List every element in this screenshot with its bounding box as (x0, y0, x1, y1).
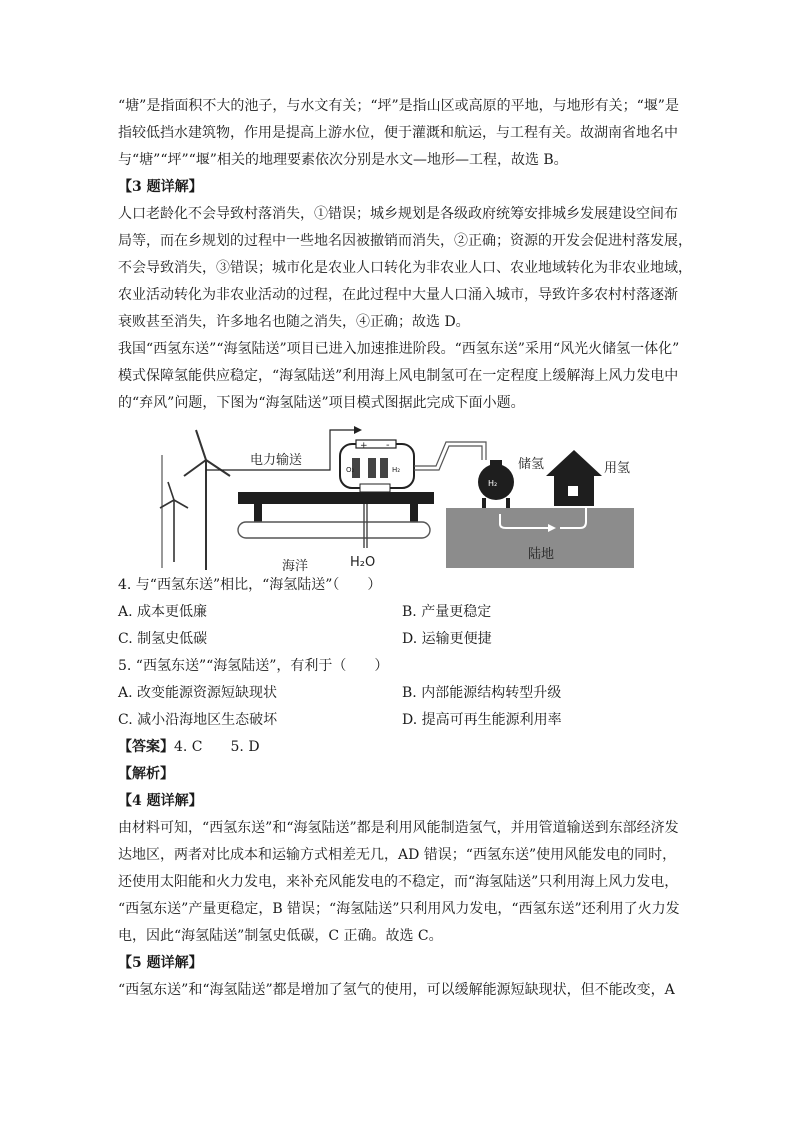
tank-label: H₂ (488, 479, 498, 488)
text-line: 还使用太阳能和火力发电，来补充风能发电的不稳定，而“海氢陆送”只利用海上风力发电， (118, 874, 679, 890)
text-line: 模式保障氢能供应稳定，“海氢陆送”利用海上风电制氢可在一定程度上缓解海上风力发电中 (118, 368, 679, 384)
text-line: 农业活动转化为非农业活动的过程，在此过程中大量人口涌入城市，导致许多农村村落逐渐 (118, 287, 678, 303)
text-line: 我国“西氢东送”“海氢陆送”项目已进入加速推进阶段。“西氢东送”采用“风光火储氢一体化” (118, 341, 680, 357)
turbine-blade (168, 482, 174, 500)
platform-leg (410, 504, 418, 522)
q5-option-a[interactable]: A. 改变能源资源短缺现状 (118, 685, 278, 701)
label-ocean: 海洋 (282, 559, 309, 572)
q5-stem: 5. “西氢东送”“海氢陆送”，有利于（ ） (118, 658, 389, 674)
text-line: “西氢东送”产量更稳定，B 错误；“海氢陆送”只利用风力发电，“西氢东送”还利用了火力发 (118, 901, 680, 917)
text-line: “塘”是指面积不大的池子，与水文有关；“坪”是指山区或高原的平地，与地形有关；“堰”是 (118, 98, 679, 114)
text-line: 人口老龄化不会导致村落消失，①错误；城乡规划是各级政府统筹安排城乡发展建设空间布 (118, 206, 678, 222)
q4-stem: 4. 与“西氢东送”相比，“海氢陆送”（ ） (118, 577, 382, 593)
minus-sign: - (386, 440, 390, 451)
text-line: “西氢东送”和“海氢陆送”都是增加了氢气的使用，可以缓解能源短缺现状，但不能改变，A (118, 982, 675, 998)
label-storage: 储氢 (518, 457, 545, 472)
label-h2: H₂ (392, 466, 401, 474)
text-line: 与“塘”“坪”“堰”相关的地理要素依次分别是水文—地形—工程，故选 B。 (118, 152, 568, 168)
q5-option-c[interactable]: C. 减小沿海地区生态破坏 (118, 712, 278, 728)
label-use: 用氢 (604, 461, 631, 476)
q3-heading: 【3 题详解】 (118, 179, 203, 195)
label-o2: O₂ (346, 466, 355, 474)
q4-heading: 【4 题详解】 (118, 793, 203, 809)
platform-deck (238, 492, 434, 504)
pontoon (238, 522, 430, 538)
q5-option-d[interactable]: D. 提高可再生能源利用率 (402, 712, 562, 728)
q4-option-c[interactable]: C. 制氢史低碳 (118, 631, 208, 647)
q4-option-d[interactable]: D. 运输更便捷 (402, 631, 492, 647)
turbine-blade (184, 460, 206, 476)
turbine-blade (196, 430, 206, 460)
q4-option-b[interactable]: B. 产量更稳定 (402, 604, 492, 620)
q5-heading: 【5 题详解】 (118, 955, 203, 971)
q5-option-b[interactable]: B. 内部能源结构转型升级 (402, 685, 562, 701)
house-roof (546, 450, 602, 476)
answer-line (118, 737, 260, 757)
q4-option-a[interactable]: A. 成本更低廉 (118, 604, 208, 620)
analysis-heading: 【解析】 (118, 766, 174, 782)
tank-leg (482, 498, 486, 508)
electrode (380, 458, 388, 478)
turbine-blade (174, 500, 188, 508)
platform-leg (254, 504, 262, 522)
label-power: 电力输送 (250, 453, 303, 468)
text-line: 的“弃风”问题，下图为“海氢陆送”项目模式图据此完成下面小题。 (118, 395, 525, 411)
electrode (368, 458, 376, 478)
text-line: 达地区，两者对比成本和运输方式相差无几，AD 错误；“西氢东送”使用风能发电的同时， (118, 847, 677, 863)
answer-text: 4. C 5. D (174, 739, 260, 755)
text-line: 电，因此“海氢陆送”制氢史低碳，C 正确。故选 C。 (118, 928, 443, 944)
electrolyzer-base (360, 484, 390, 492)
tank-leg (506, 498, 510, 508)
answer-label: 【答案】 (118, 739, 174, 755)
turbine-blade (206, 460, 230, 476)
house-window (568, 486, 578, 496)
label-water: H₂O (350, 555, 376, 570)
power-arrowhead (354, 426, 362, 434)
text-line: 由材料可知，“西氢东送”和“海氢陆送”都是利用风能制造氢气，并用管道输送到东部经济发 (118, 820, 679, 836)
tank-valve (490, 460, 502, 466)
hydrogen-diagram (156, 420, 636, 572)
text-line: 衰败甚至消失，许多地名也随之消失，④正确；故选 D。 (118, 314, 470, 330)
text-line: 局等，而在乡规划的过程中一些地名因被撤销而消失，②正确；资源的开发会促进村落发展， (118, 233, 692, 249)
text-line: 不会导致消失，③错误；城市化是农业人口转化为非农业人口、农业地域转化为非农业地域， (118, 260, 692, 276)
plus-sign: + (360, 441, 368, 451)
label-land: 陆地 (528, 547, 555, 562)
text-line: 指较低挡水建筑物，作用是提高上游水位，便于灌溉和航运，与工程有关。故湖南省地名中 (118, 125, 678, 141)
